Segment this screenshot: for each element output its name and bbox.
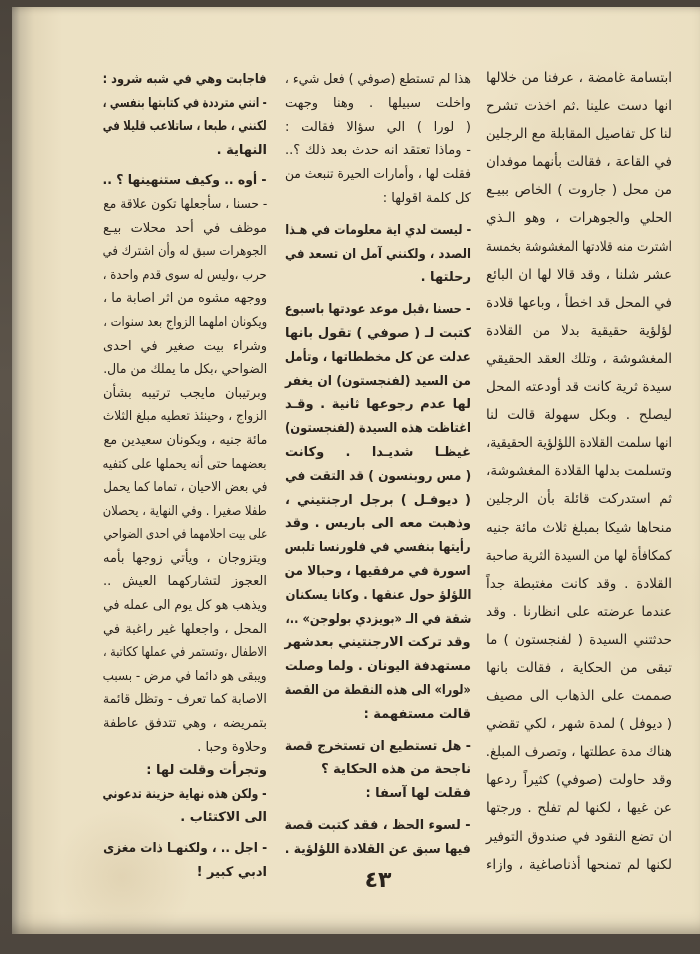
- text-line: [103, 547, 267, 571]
- magazine-page: [12, 7, 700, 934]
- text-line-content: ( مس روبنسون ) قد التقت في: [285, 468, 471, 484]
- text-line: [103, 736, 267, 760]
- text-line: [285, 266, 471, 290]
- text-line-content: ابتسامة غامضة ، عرفنا من خلالها: [486, 70, 672, 86]
- text-line: [103, 861, 267, 885]
- text-line-content: القلادة . وقد كانت مغتبطة جداً: [486, 575, 672, 592]
- text-line: [103, 570, 267, 594]
- text-line: [103, 115, 267, 139]
- text-line-content: - حسنا ،قبل موعد عودتها باسبوع: [285, 302, 471, 318]
- text-line: [486, 373, 672, 401]
- text-line-content: وقد تركت الارجنتيني بعدشهر: [285, 635, 471, 651]
- text-line-content: لنا كل تفاصيل المقابلة مع الرجلين: [486, 126, 672, 143]
- text-line-content: ويبقى هو دائما في مرض - بسبب: [103, 668, 267, 684]
- text-line-content: - انني مترددة في كتابتها بنفسي ،: [103, 95, 267, 111]
- text-line-content: وشراء بيت صغير في احدى: [103, 338, 267, 354]
- text-line-content: الاصابة كما تعرف - وتظل قائمة: [103, 692, 267, 708]
- dialogue-paragraph: [285, 814, 471, 862]
- text-line: [103, 500, 267, 524]
- text-line: [285, 68, 471, 92]
- text-line: [285, 584, 471, 608]
- text-line-content: اغتاظت هذه السيدة (لفنجستون): [285, 421, 471, 437]
- text-line-content: وبرتيبان مايجب ترتيبه بشأن: [103, 385, 267, 401]
- text-line-content: - ليست لدي اية معلومات في هـذا: [285, 222, 471, 238]
- text-line: [285, 838, 471, 862]
- text-line: [103, 806, 267, 830]
- dialogue-paragraph: [103, 783, 267, 830]
- text-line: [103, 712, 267, 736]
- text-line: [103, 453, 267, 477]
- text-line: [103, 264, 267, 288]
- text-line: [103, 240, 267, 264]
- text-line-content: ويكونان املهما الزواج بعد سنوات ،: [103, 314, 267, 330]
- text-line-content: رحلتها .: [420, 270, 471, 286]
- text-line: [486, 823, 672, 851]
- paragraph: [285, 139, 471, 210]
- text-line-content: هناك مدة عطلتها ، وتصرف المبلغ.: [486, 744, 672, 761]
- text-line: [285, 489, 471, 513]
- text-line-content: - حسنا ، سأجعلها تكون علاقة مع: [103, 196, 267, 212]
- dialogue-paragraph: [103, 92, 267, 163]
- text-line: [486, 176, 672, 204]
- text-line: [486, 148, 672, 176]
- text-line-content: على بيت احلامهما في احدى الضواحي: [103, 527, 267, 543]
- text-line: [285, 393, 471, 417]
- text-line: [285, 92, 471, 116]
- text-line-content: فيها سبق عن القلادة اللؤلؤية .: [285, 841, 471, 857]
- text-line-content: بتمريضه ، وهي تتدفق عاطفة: [103, 716, 267, 732]
- text-line-content: النهاية .: [216, 142, 267, 158]
- text-line-content: اشترت منه قلادتها المغشوشة بخمسة: [486, 238, 672, 255]
- text-line-content: في القاعة ، فقالت بأنهما موفدان: [486, 154, 672, 171]
- text-line: [103, 335, 267, 359]
- text-line-content: ناجحة من هذه الحكاية ؟: [321, 762, 471, 778]
- text-line-content: لؤلؤية حقيقية بدلا من القلادة: [486, 322, 672, 339]
- text-line-content: وحلاوة وحبا .: [197, 739, 267, 755]
- text-line: [285, 417, 471, 441]
- text-line-content: مستهدفة اليونان . ولما وصلت: [285, 659, 471, 675]
- text-line-content: لكنني ، طبعا ، ساتلاعب قليلا في: [103, 119, 267, 135]
- text-line-content: من محل ( جاروت ) الخاص ببيـع: [486, 182, 672, 199]
- text-line: [103, 641, 267, 665]
- text-line: [103, 358, 267, 382]
- text-line-content: فقلت لها آسفا :: [365, 786, 471, 802]
- text-line: [103, 382, 267, 406]
- text-line: [103, 193, 267, 217]
- text-line: [103, 837, 267, 861]
- text-line-content: وقد حاولت (صوفي) كثيراً ردعها: [486, 772, 672, 789]
- text-line-content: عدلت عن كل مخططاتها ، وتأمل: [285, 349, 471, 365]
- text-line: [285, 219, 471, 243]
- text-line: [103, 783, 267, 807]
- text-line: [103, 594, 267, 618]
- text-line-content: بعضهما حتى أنه يحملها على كتفيه: [103, 456, 267, 472]
- text-line: [103, 665, 267, 689]
- text-line: [285, 512, 471, 536]
- text-line-content: ان تضع النقود في صندوق التوفير: [486, 828, 672, 845]
- text-line: [486, 514, 672, 542]
- text-line: [486, 204, 672, 232]
- text-line-content: - ولكن هذه نهاية حزينة تدعوني: [103, 786, 267, 802]
- text-line: [285, 139, 471, 163]
- text-line: [285, 536, 471, 560]
- text-line-content: سيدة ثرية كانت قد أودعته المحل: [486, 379, 672, 396]
- text-line-content: غيظـا شديـدا . وكانت: [285, 444, 471, 460]
- text-line: [486, 485, 672, 513]
- text-line-content: المغشوشة ، وتلك العقد الحقيقي: [486, 350, 672, 367]
- text-line-content: اسورة في مرفقيها ، وحبالا من: [285, 563, 471, 579]
- text-line: [486, 710, 672, 738]
- text-line: [486, 317, 672, 345]
- dialogue-paragraph: [103, 837, 267, 884]
- text-line: [285, 116, 471, 140]
- text-line-content: تبقى من الحكاية ، فقالت بانها: [486, 659, 672, 676]
- text-line: [285, 560, 471, 584]
- text-line: [486, 289, 672, 317]
- text-line-content: العجوز لتشاركهما العيش ..: [103, 574, 267, 590]
- dialogue-paragraph: [285, 735, 471, 783]
- text-line-content: - هل تستطيع ان تستخرج قصة: [285, 738, 471, 754]
- text-line: [103, 688, 267, 712]
- text-line: [486, 261, 672, 289]
- text-line: [285, 346, 471, 370]
- text-line-content: الى الاكتئاب .: [180, 810, 267, 826]
- text-line-content: ويذهب هو كل يوم الى عمله في: [103, 598, 267, 614]
- text-line-content: - أوه .. وكيف ستنهينها ؟ ..: [103, 173, 267, 189]
- text-line: [285, 163, 471, 187]
- text-line-content: - اجل .. ، ولكنهـا ذات مغزى: [103, 841, 267, 856]
- text-column-left: [103, 68, 267, 884]
- text-line: [285, 814, 471, 838]
- text-line: [103, 429, 267, 453]
- text-line-content: واخلت سبيلها . وهنا وجهت: [285, 95, 471, 111]
- text-line: [486, 401, 672, 429]
- text-line: [486, 766, 672, 794]
- text-line-content: الزواج ، وحينئذ تعطيه مبلغ الثلاث: [103, 409, 267, 425]
- text-line-content: طفلا صغيرا . وفي النهاية ، يحصلان: [103, 503, 267, 519]
- paragraph: [103, 193, 267, 759]
- text-line: [103, 68, 267, 92]
- text-line: [285, 465, 471, 489]
- text-line-content: - لسوء الحظ ، فقد كتبت قصة: [285, 817, 471, 833]
- text-line: [285, 679, 471, 703]
- text-line-content: ثم استدركت قائلة بأن الرجلين: [486, 491, 672, 508]
- text-line: [486, 429, 672, 457]
- text-line-content: وذهبت معه الى باريس . وقد: [285, 516, 471, 532]
- text-line: [103, 287, 267, 311]
- text-line-content: عندما عرضته على انظارنا . وقد: [486, 603, 672, 620]
- text-column-middle: [285, 68, 471, 862]
- text-line: [103, 311, 267, 335]
- text-line-content: فاجابت وهي في شبه شرود :: [103, 72, 267, 87]
- text-line-content: شقة في الـ «بويزدي بولوجن» ..،: [285, 611, 471, 627]
- text-line: [486, 738, 672, 766]
- text-line-content: موظف في أحد محلات بيـع: [103, 220, 267, 236]
- text-line: [285, 441, 471, 465]
- dialogue-paragraph: [285, 298, 471, 726]
- text-line-content: في المحل قد اخطأ ، وباعها قلادة: [486, 294, 672, 311]
- text-line: [103, 92, 267, 116]
- text-line-content: لكنها لم تمنحها أذناصاغية ، وازاء: [486, 856, 672, 873]
- text-line: [103, 139, 267, 163]
- text-line: [285, 782, 471, 806]
- text-line-content: هذا لم تستطع (صوفي ) فعل شيء ،: [285, 72, 471, 87]
- text-line-content: قالت مستفهمة :: [363, 706, 471, 722]
- text-line-content: وتسلمت بدلها القلادة المغشوشة،: [486, 463, 672, 480]
- text-line: [285, 608, 471, 632]
- text-line-content: من السيد (لفنجستون) ان يغفر: [285, 373, 471, 389]
- text-line-content: انها سلمت القلادة اللؤلؤية الحقيقية،: [486, 435, 672, 452]
- text-line-content: وتجرأت وقلت لها :: [146, 763, 267, 779]
- text-line: [103, 523, 267, 547]
- text-line: [486, 233, 672, 261]
- page-number: ٤٣: [364, 868, 392, 893]
- text-line: [486, 345, 672, 373]
- text-column-right: [486, 64, 672, 879]
- text-line: [103, 759, 267, 783]
- text-line-content: كمكافأة لها من السيدة الثرية صاحبة: [486, 547, 672, 564]
- text-line: [486, 542, 672, 570]
- text-line: [285, 703, 471, 727]
- dialogue-paragraph: [103, 68, 267, 92]
- text-line-content: الحلي والجوهرات ، وهو الـذي: [486, 210, 672, 227]
- text-line-content: الاطفال ،وتستمر في عملها ككاتبة ،: [103, 645, 267, 661]
- text-line-content: ووجهه مشوه من اثر اصابة ما ،: [103, 291, 267, 307]
- text-line-content: ادبي كبير !: [196, 864, 267, 880]
- dialogue-paragraph: [103, 169, 267, 193]
- text-line-content: حدثتني السيدة ( لفنجستون ) ما: [486, 631, 672, 648]
- text-line-content: الجوهرات سبق له وأن اشترك في: [103, 244, 267, 260]
- text-line: [486, 682, 672, 710]
- text-line: [103, 618, 267, 642]
- text-line: [285, 758, 471, 782]
- text-line: [486, 851, 672, 879]
- text-line-content: مائة جنيه ، ويكونان سعيدين مع: [103, 432, 267, 448]
- paragraph: [486, 64, 672, 879]
- text-line-content: اللؤلؤ حول عنقها . وكانا يسكنان: [285, 587, 471, 603]
- text-line-content: الصدد ، ولكنني آمل ان تسعد في: [285, 246, 471, 262]
- text-line-content: منحاها شيكا بمبلغ ثلاث مائة جنيه: [486, 519, 672, 536]
- text-line: [486, 457, 672, 485]
- dialogue-paragraph: [103, 759, 267, 783]
- text-line: [486, 598, 672, 626]
- text-line-content: فقلت لها ، وأمارات الحيرة تنبعث من: [285, 167, 471, 183]
- text-line-content: ( لورا ) الي سؤالا فقالت :: [285, 119, 471, 135]
- text-line: [486, 794, 672, 822]
- text-line-content: عشر شلنا ، وقد قالا لها ان البائع: [486, 266, 672, 283]
- text-line: [486, 570, 672, 598]
- text-line-content: ( ديوفل ) لمدة شهر ، لكي تقضي: [486, 716, 672, 733]
- text-line-content: كل كلمة اقولها :: [382, 190, 471, 206]
- text-line-content: «لورا» الى هذه النقطة من القصة: [285, 682, 471, 698]
- text-line: [486, 64, 672, 92]
- dialogue-paragraph: [285, 219, 471, 290]
- text-line: [103, 405, 267, 429]
- text-line-content: صممت على الذهاب الى مصيف: [486, 688, 672, 705]
- text-line-content: انها دست علينا .ثم اخذت تشرح: [486, 98, 672, 115]
- text-line: [486, 120, 672, 148]
- text-line: [285, 322, 471, 346]
- text-line-content: كتبت لـ ( صوفي ) تقول بانها: [285, 325, 471, 341]
- text-line: [103, 169, 267, 193]
- text-line: [486, 654, 672, 682]
- text-line: [285, 370, 471, 394]
- text-line: [486, 626, 672, 654]
- text-line: [103, 476, 267, 500]
- text-line: [285, 735, 471, 759]
- text-line-content: رأيتها بنفسي في فلورنسا تلبس: [285, 540, 471, 556]
- text-line-content: في بعض الاحيان ، تماما كما يحمل: [103, 480, 267, 496]
- text-line: [103, 217, 267, 241]
- text-line-content: ويتزوجان ، ويأتي زوجها بأمه: [103, 550, 267, 566]
- text-line-content: المحل ، واجعلها غير راغبة في: [103, 621, 267, 637]
- dialogue-paragraph: [285, 782, 471, 806]
- text-line-content: لها عدم رجوعها ثانية . وقـد: [285, 397, 471, 413]
- text-line: [285, 187, 471, 211]
- text-line: [285, 631, 471, 655]
- text-line-content: عن غيها ، لكنها لم تفلح . ورجتها: [486, 800, 672, 817]
- paragraph: [285, 68, 471, 139]
- text-line-content: - وماذا تعتقد انه حدث بعد ذلك ؟..: [285, 143, 471, 159]
- text-line: [486, 92, 672, 120]
- text-line-content: ( ديوفـل ) برجل ارجنتيني ،: [285, 492, 471, 508]
- text-line-content: حرب ،وليس له سوى قدم واحدة ،: [103, 267, 267, 283]
- text-line: [285, 655, 471, 679]
- text-line: [285, 243, 471, 267]
- text-line: [285, 298, 471, 322]
- text-line-content: الضواحي ،بكل ما يملك من مال.: [103, 362, 267, 378]
- text-line-content: ليصلح . وبكل سهولة قالت لنا: [486, 407, 672, 424]
